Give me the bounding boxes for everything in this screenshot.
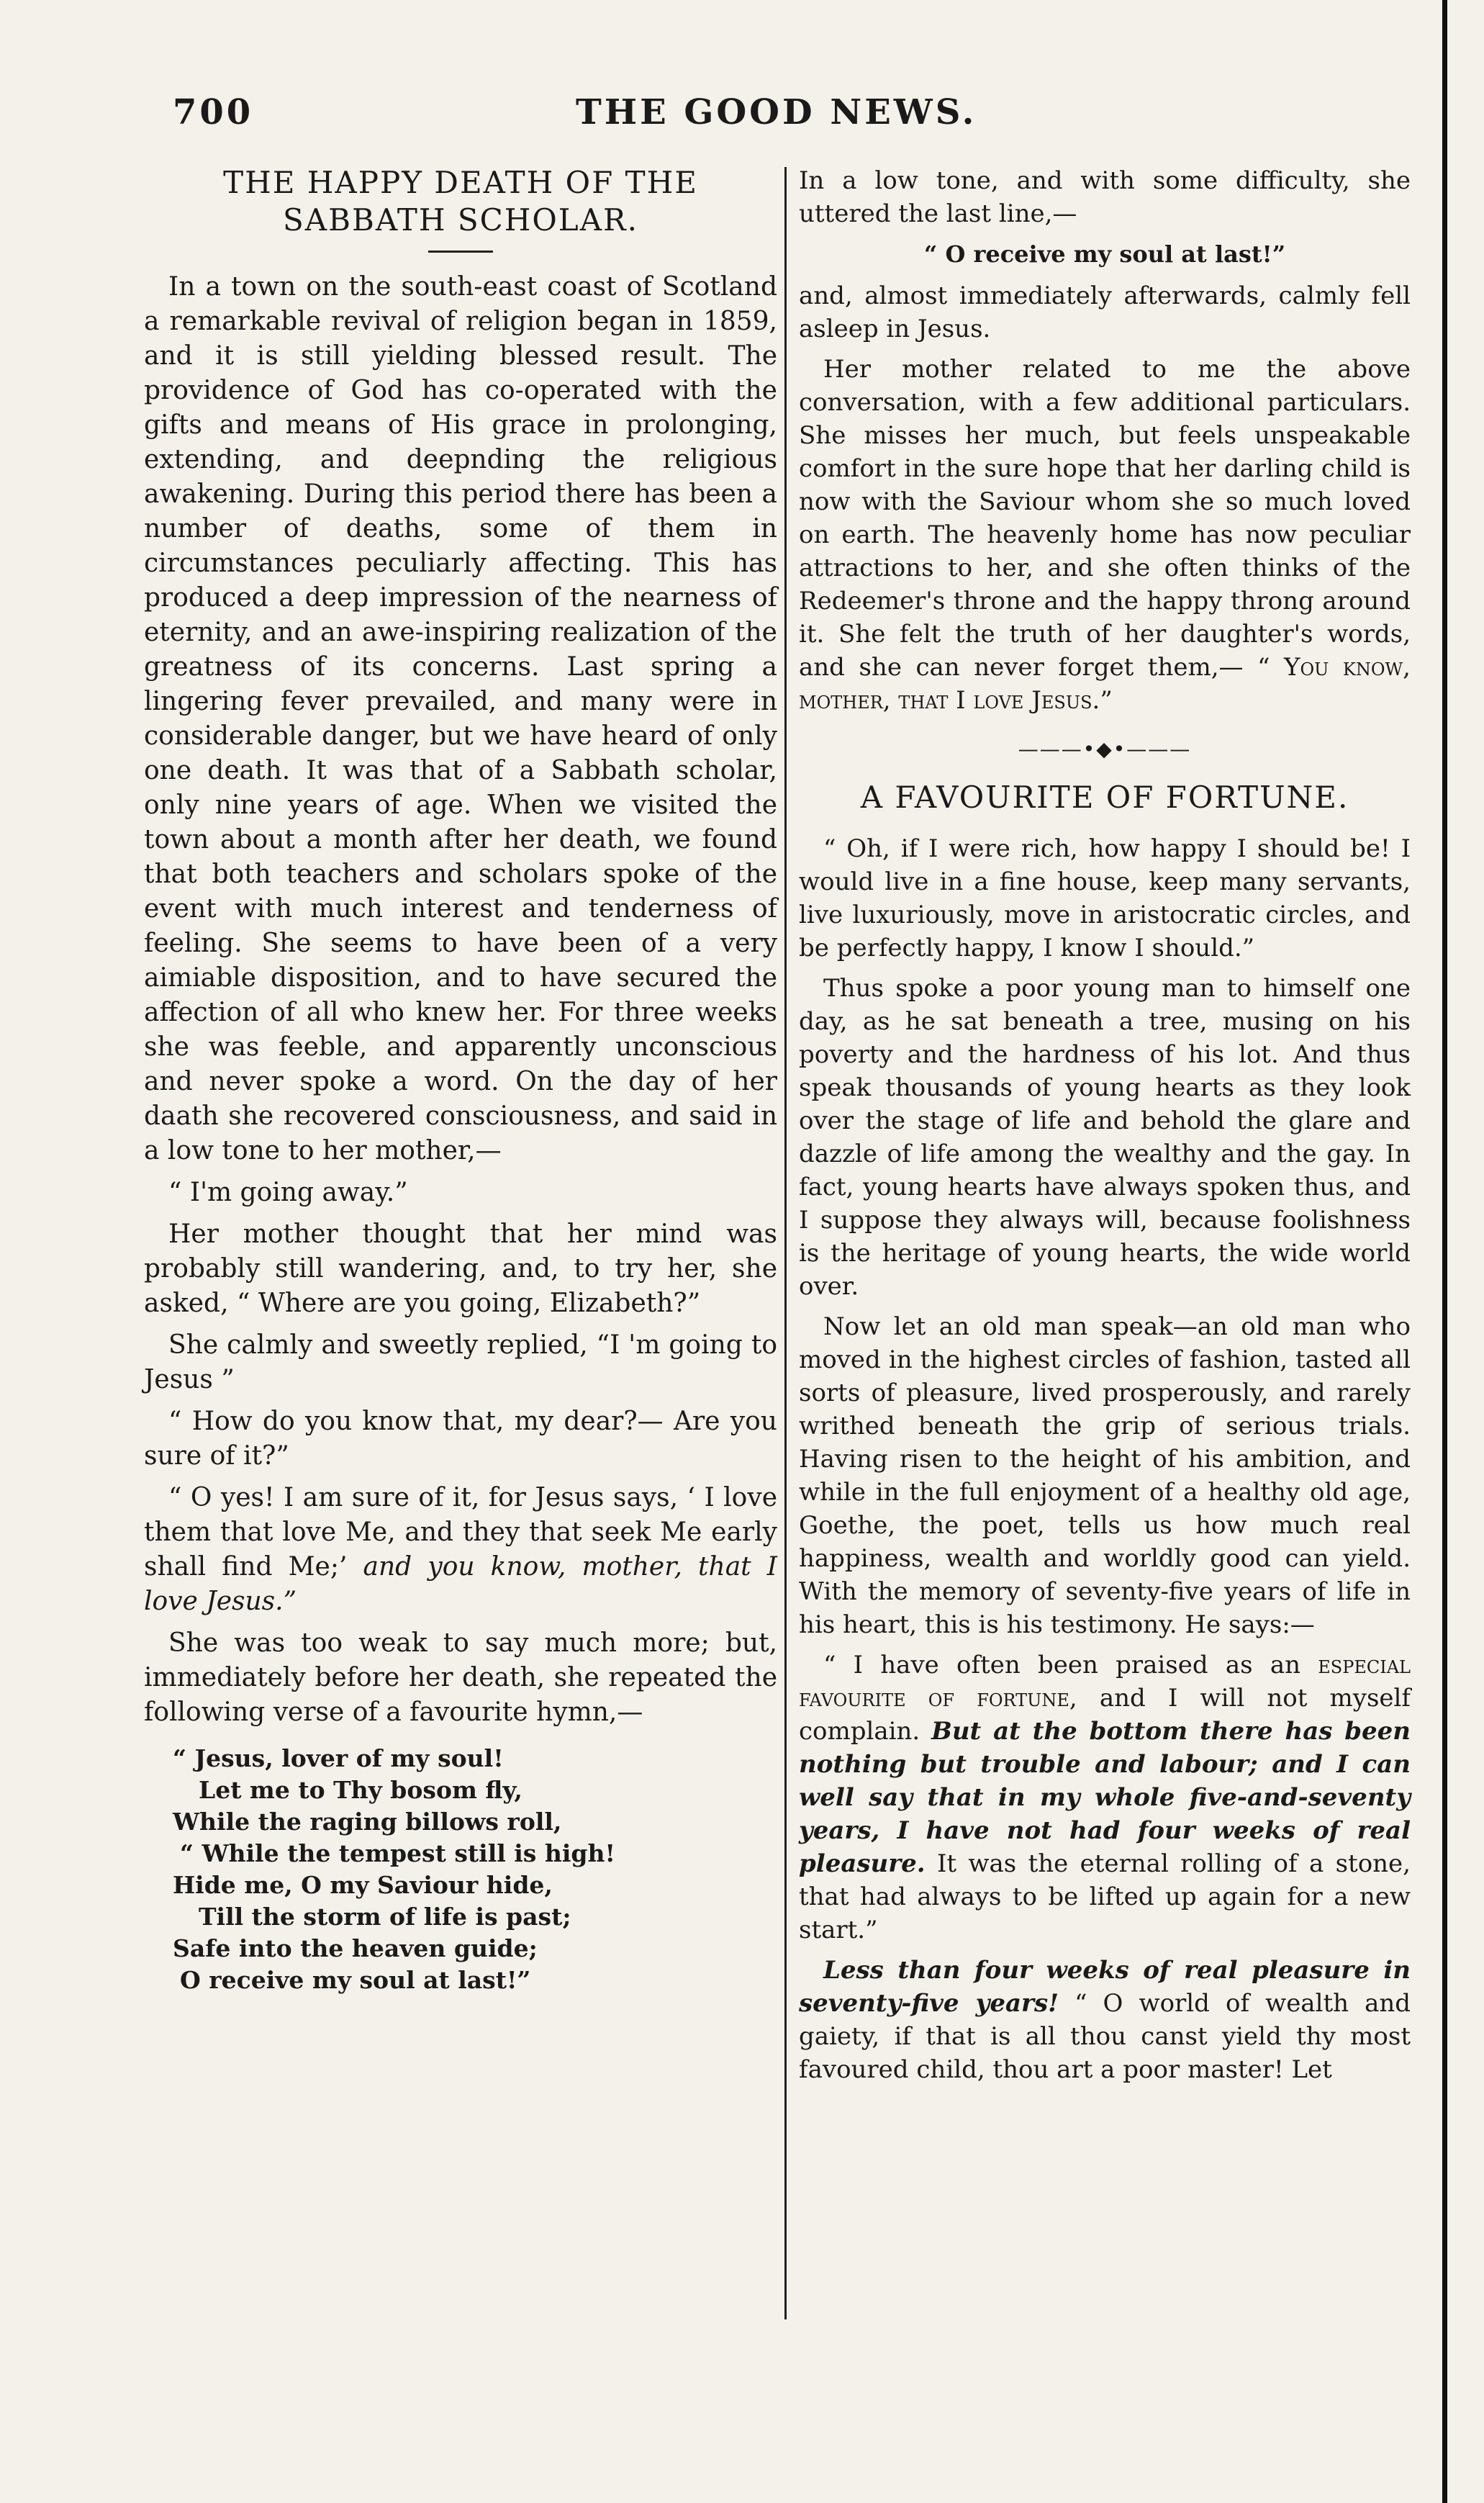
page-number: 700	[173, 92, 254, 132]
journal-title: THE GOOD NEWS.	[576, 92, 977, 132]
section-ornament: ———•◆•———	[1018, 737, 1192, 761]
paragraph	[799, 1649, 1411, 1947]
page-edge-rule	[1442, 0, 1447, 2503]
title-rule	[428, 251, 493, 253]
paragraph: and, almost immediately afterwards, calmly fell asleep in Jesus.	[799, 281, 1411, 343]
final-text: “ O world of wealth and gaiety, if that is all thou canst yield thy most favoured child, thou art a poor master! Let	[799, 1989, 1411, 2084]
final-italic: Less than four weeks of real pleasure in seventy-five years!	[799, 1956, 1411, 2018]
paragraph: “ I'm going away.”	[168, 1178, 408, 1207]
hymn-line: Let me to Thy bosom fly,	[199, 1776, 522, 1804]
paragraph	[144, 1481, 777, 1619]
quote-start: “ I have often been praised as an	[823, 1651, 1300, 1679]
paragraph: “ How do you know that, my dear?— Are you sure of it?”	[144, 1407, 777, 1471]
hymn-line: O receive my soul at last!”	[180, 1966, 531, 1994]
paragraph: Thus spoke a poor young man to himself one day, as he sat beneath a tree, musing on his poverty and the hardness of his lot. And thus speak thousands of young hearts as they look over the stage of life and behold the glare and dazzle of life among the wealthy and the gay. In fact, young hearts have always spoken thus, and I suppose they always will, because foolishness is the heritage of young hearts, the wide world over.	[799, 974, 1411, 1301]
paragraph: “ Oh, if I were rich, how happy I should be! I would live in a fine house, keep many servants, live luxuriously, move in aristocratic circles, and be perfectly happy, I know I should.”	[799, 834, 1411, 962]
spacer	[799, 816, 1411, 832]
paragraph: In a low tone, and with some difficulty, she uttered the last line,—	[799, 166, 1411, 228]
hymn-line: “ While the tempest still is high!	[180, 1839, 615, 1867]
paragraph: In a town on the south-east coast of Scotland a remarkable revival of religion began in 1859, and it is still yielding blessed result. The providence of God has co-operated with the gifts and means of His grace in prolonging, extending, and deepnding the religious awakening. During this period there has been a number of deaths, some of them in circumstances peculiarly affecting. This has produced a deep impression of the nearness of eternity, and an awe-inspiring realization of the greatness of its concerns. Last spring a lingering fever prevailed, and many were in considerable danger, but we have heard of only one death. It was that of a Sabbath scholar, only nine years of age. When we visited the town about a month after her death, we found that both teachers and scholars spoke of the event with much interest and tenderness of feeling. She seems to have been of a very aimiable disposition, and to have secured the affection of all who knew her. For three weeks she was feeble, and apparently unconscious and never spoke a word. On the day of her daath she recovered consciousness, and said in a low tone to her mother,—	[144, 272, 777, 1165]
paragraph	[799, 353, 1411, 717]
quote-text: “ O yes! I am sure of it, for Jesus says, ‘ I love them that love Me, and they that seek Me early shall find Me;’	[144, 1483, 777, 1582]
article-title-sabbath-scholar: THE HAPPY DEATH OF THE SABBATH SCHOLAR.	[223, 165, 698, 238]
paragraph: Now let an old man speak—an old man who moved in the highest circles of fashion, tasted all sorts of pleasure, lived prosperously, and rarely writhed beneath the grip of serious trials. Having risen to the height of his ambition, and while in the full enjoyment of a healthy old age, Goethe, the poet, tells us how much real happiness, wealth and worldly good can yield. With the memory of seventy-five years of life in his heart, this is his testimony. He says:—	[799, 1312, 1411, 1639]
closing-text: Her mother related to me the above conversation, with a few additional particulars. She misses her much, but feels unspeakable comfort in the sure hope that her darling child is now with the Saviour whom she so much loved on earth. The heavenly home has now peculiar attractions to her, and she often thinks of the Redeemer's throne and the happy throng around it. She felt the truth of her daughter's words, and she can never forget them,—	[799, 355, 1411, 682]
paragraph: She was too weak to say much more; but, immediately before her death, she repeated the following verse of a favourite hymn,—	[144, 1628, 777, 1727]
hymn-line: “ Jesus, lover of my soul!	[173, 1744, 504, 1772]
closing-quote: “ You know, mother, that I love Jesus.”	[799, 653, 1411, 715]
hymn-line: While the raging billows roll,	[173, 1808, 562, 1836]
hymn-line: Safe into the heaven guide;	[173, 1934, 538, 1962]
hymn-verse	[173, 1743, 777, 1996]
last-line-quote: “ O receive my soul at last!”	[923, 240, 1286, 268]
paragraph	[799, 1954, 1411, 2086]
quote-end: It was the eternal rolling of a stone, that had always to be lifted up again for a new start.”	[799, 1849, 1411, 1944]
left-column	[144, 164, 777, 1996]
hymn-line: Till the storm of life is past;	[199, 1903, 571, 1931]
quote-mid: and I will not myself complain.	[799, 1684, 1411, 1746]
italic-quote-tail: and you know, mother, that I love Jesus.”	[144, 1552, 777, 1616]
column-divider	[784, 167, 787, 2319]
paragraph: She calmly and sweetly replied, “I 'm going to Jesus ”	[144, 1330, 777, 1394]
right-column	[799, 164, 1411, 2093]
paragraph: Her mother thought that her mind was probably still wandering, and, to try her, she asked, “ Where are you going, Elizabeth?”	[144, 1219, 777, 1318]
quote-smallcaps: especial favourite of fortune,	[799, 1651, 1411, 1713]
quote-italic: But at the bottom there has been nothing but trouble and labour; and I can well say that in my whole five-and-seventy years, I have not had four weeks of real pleasure.	[799, 1717, 1411, 1878]
article-title-favourite-of-fortune: A FAVOURITE OF FORTUNE.	[860, 780, 1349, 815]
hymn-line: Hide me, O my Saviour hide,	[173, 1871, 553, 1899]
running-head	[173, 92, 1382, 150]
